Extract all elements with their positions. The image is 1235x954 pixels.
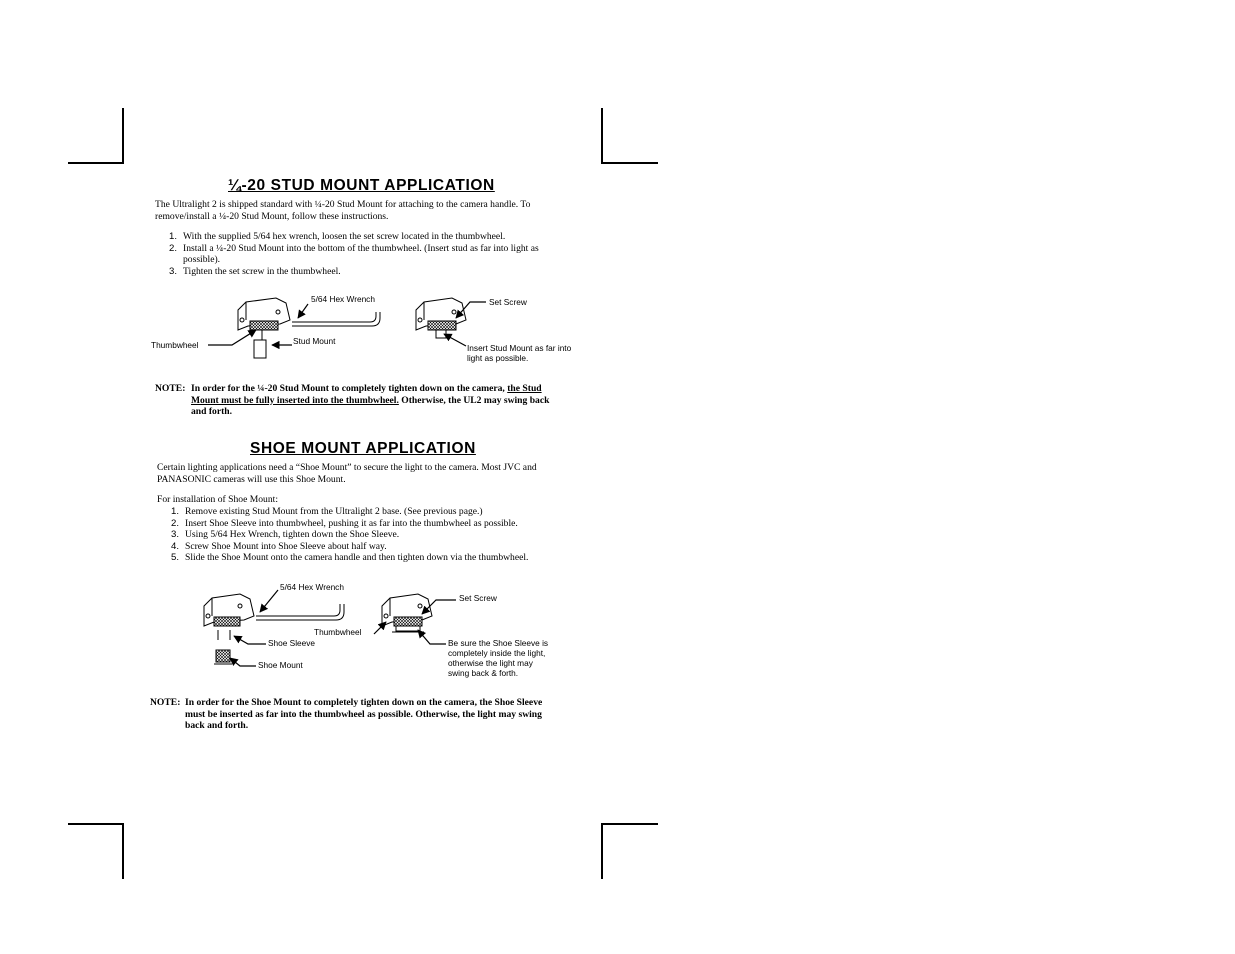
hex-wrench-fig2 (256, 604, 344, 620)
intro-line: remove/install a ¼-20 Stud Mount, follow these instructions. (155, 210, 389, 222)
label-shoe-mount: Shoe Mount (258, 660, 303, 670)
list-item (171, 541, 591, 553)
note-label: NOTE: (155, 383, 186, 394)
note-text (185, 697, 590, 732)
light-base-fig2-right (382, 594, 432, 632)
stud-mount-heading: ¼-20 STUD MOUNT APPLICATION (228, 177, 495, 194)
label-be-sure (448, 638, 548, 678)
intro-line: Certain lighting applications need a “Shoe Mount” to secure the light to the camera. Most JVC and (157, 462, 537, 473)
light-base-left (238, 298, 290, 358)
list-item (171, 552, 591, 564)
note-line-text: In order for the ¼-20 Stud Mount to completely tighten down on the camera, (191, 383, 508, 394)
note-emphasis: Mount must be fully inserted into the thumbwheel. (191, 394, 399, 406)
install-heading: For installation of Shoe Mount: (157, 494, 278, 505)
step-number: 3. (169, 265, 178, 277)
label-line: Be sure the Shoe Sleeve is (448, 638, 549, 648)
list-item (171, 529, 591, 541)
note-line-text: Otherwise, the UL2 may swing back (398, 394, 550, 406)
note-line: In order for the Shoe Mount to completely tighten down on the camera, the Shoe Sleeve (185, 697, 543, 708)
light-base-fig2-left (204, 594, 254, 664)
note-line: and forth. (191, 406, 233, 418)
label-line: light as possible. (467, 353, 529, 363)
light-base-right (416, 298, 466, 338)
note-emphasis: the Stud (507, 383, 542, 394)
label-thumbwheel: Thumbwheel (151, 340, 199, 350)
label-set-screw: Set Screw (489, 297, 527, 307)
step-text: Using 5/64 Hex Wrench, tighten down the Shoe Sleeve. (185, 529, 400, 540)
list-item (171, 506, 591, 518)
step-number: 3. (171, 529, 180, 540)
step-text: Install a ¼-20 Stud Mount into the bottom of the thumbwheel. (Insert stud as far into light as (183, 242, 539, 254)
note-line: must be inserted as far into the thumbwheel as possible. Otherwise, the light may swing (185, 708, 542, 720)
label-line: swing back & forth. (448, 668, 519, 678)
step-number: 2. (171, 517, 180, 529)
step-number: 1. (171, 506, 180, 517)
step-text: With the supplied 5/64 hex wrench, loosen the set screw located in the thumbwheel. (183, 231, 506, 242)
note-line (191, 395, 591, 407)
step-text: Tighten the set screw in the thumbwheel. (183, 265, 341, 277)
label-hex-wrench: 5/64 Hex Wrench (311, 294, 375, 304)
step-text-continued: possible). (183, 254, 221, 265)
note-line (191, 383, 591, 395)
label-line: Insert Stud Mount as far into (467, 343, 572, 353)
note-label: NOTE: (150, 697, 181, 708)
label-hex-wrench-2: 5/64 Hex Wrench (280, 582, 344, 592)
label-shoe-sleeve: Shoe Sleeve (268, 638, 316, 648)
label-line: completely inside the light, (448, 648, 546, 658)
step-text: Screw Shoe Mount into Shoe Sleeve about half way. (185, 540, 387, 552)
step-text: Remove existing Stud Mount from the Ultralight 2 base. (See previous page.) (185, 506, 483, 517)
shoe-mount-intro (157, 462, 597, 485)
label-stud-mount: Stud Mount (293, 336, 336, 346)
shoe-mount-steps (171, 506, 591, 564)
intro-line: PANASONIC cameras will use this Shoe Mount. (157, 473, 346, 485)
step-number: 2. (169, 242, 178, 254)
label-set-screw-2: Set Screw (459, 593, 497, 603)
label-line: otherwise the light may (448, 658, 533, 668)
step-number: 5. (171, 552, 180, 563)
list-item (171, 518, 591, 530)
note-text (191, 383, 591, 418)
step-text: Slide the Shoe Mount onto the camera handle and then tighten down via the thumbwheel. (185, 552, 529, 563)
label-thumbwheel-2: Thumbwheel (314, 627, 362, 637)
step-number: 1. (169, 231, 178, 242)
stud-mount-note (155, 383, 595, 419)
note-line: back and forth. (185, 720, 249, 732)
label-insert-stud (467, 343, 571, 363)
shoe-mount-heading: SHOE MOUNT APPLICATION (250, 440, 476, 457)
shoe-mount-note (150, 697, 590, 733)
step-number: 4. (171, 540, 180, 552)
step-text: Insert Shoe Sleeve into thumbwheel, pushing it as far into the thumbwheel as possible. (185, 517, 518, 529)
hex-wrench-left (292, 312, 380, 326)
intro-line: The Ultralight 2 is shipped standard with ¼-20 Stud Mount for attaching to the camera handle. To (155, 199, 531, 210)
